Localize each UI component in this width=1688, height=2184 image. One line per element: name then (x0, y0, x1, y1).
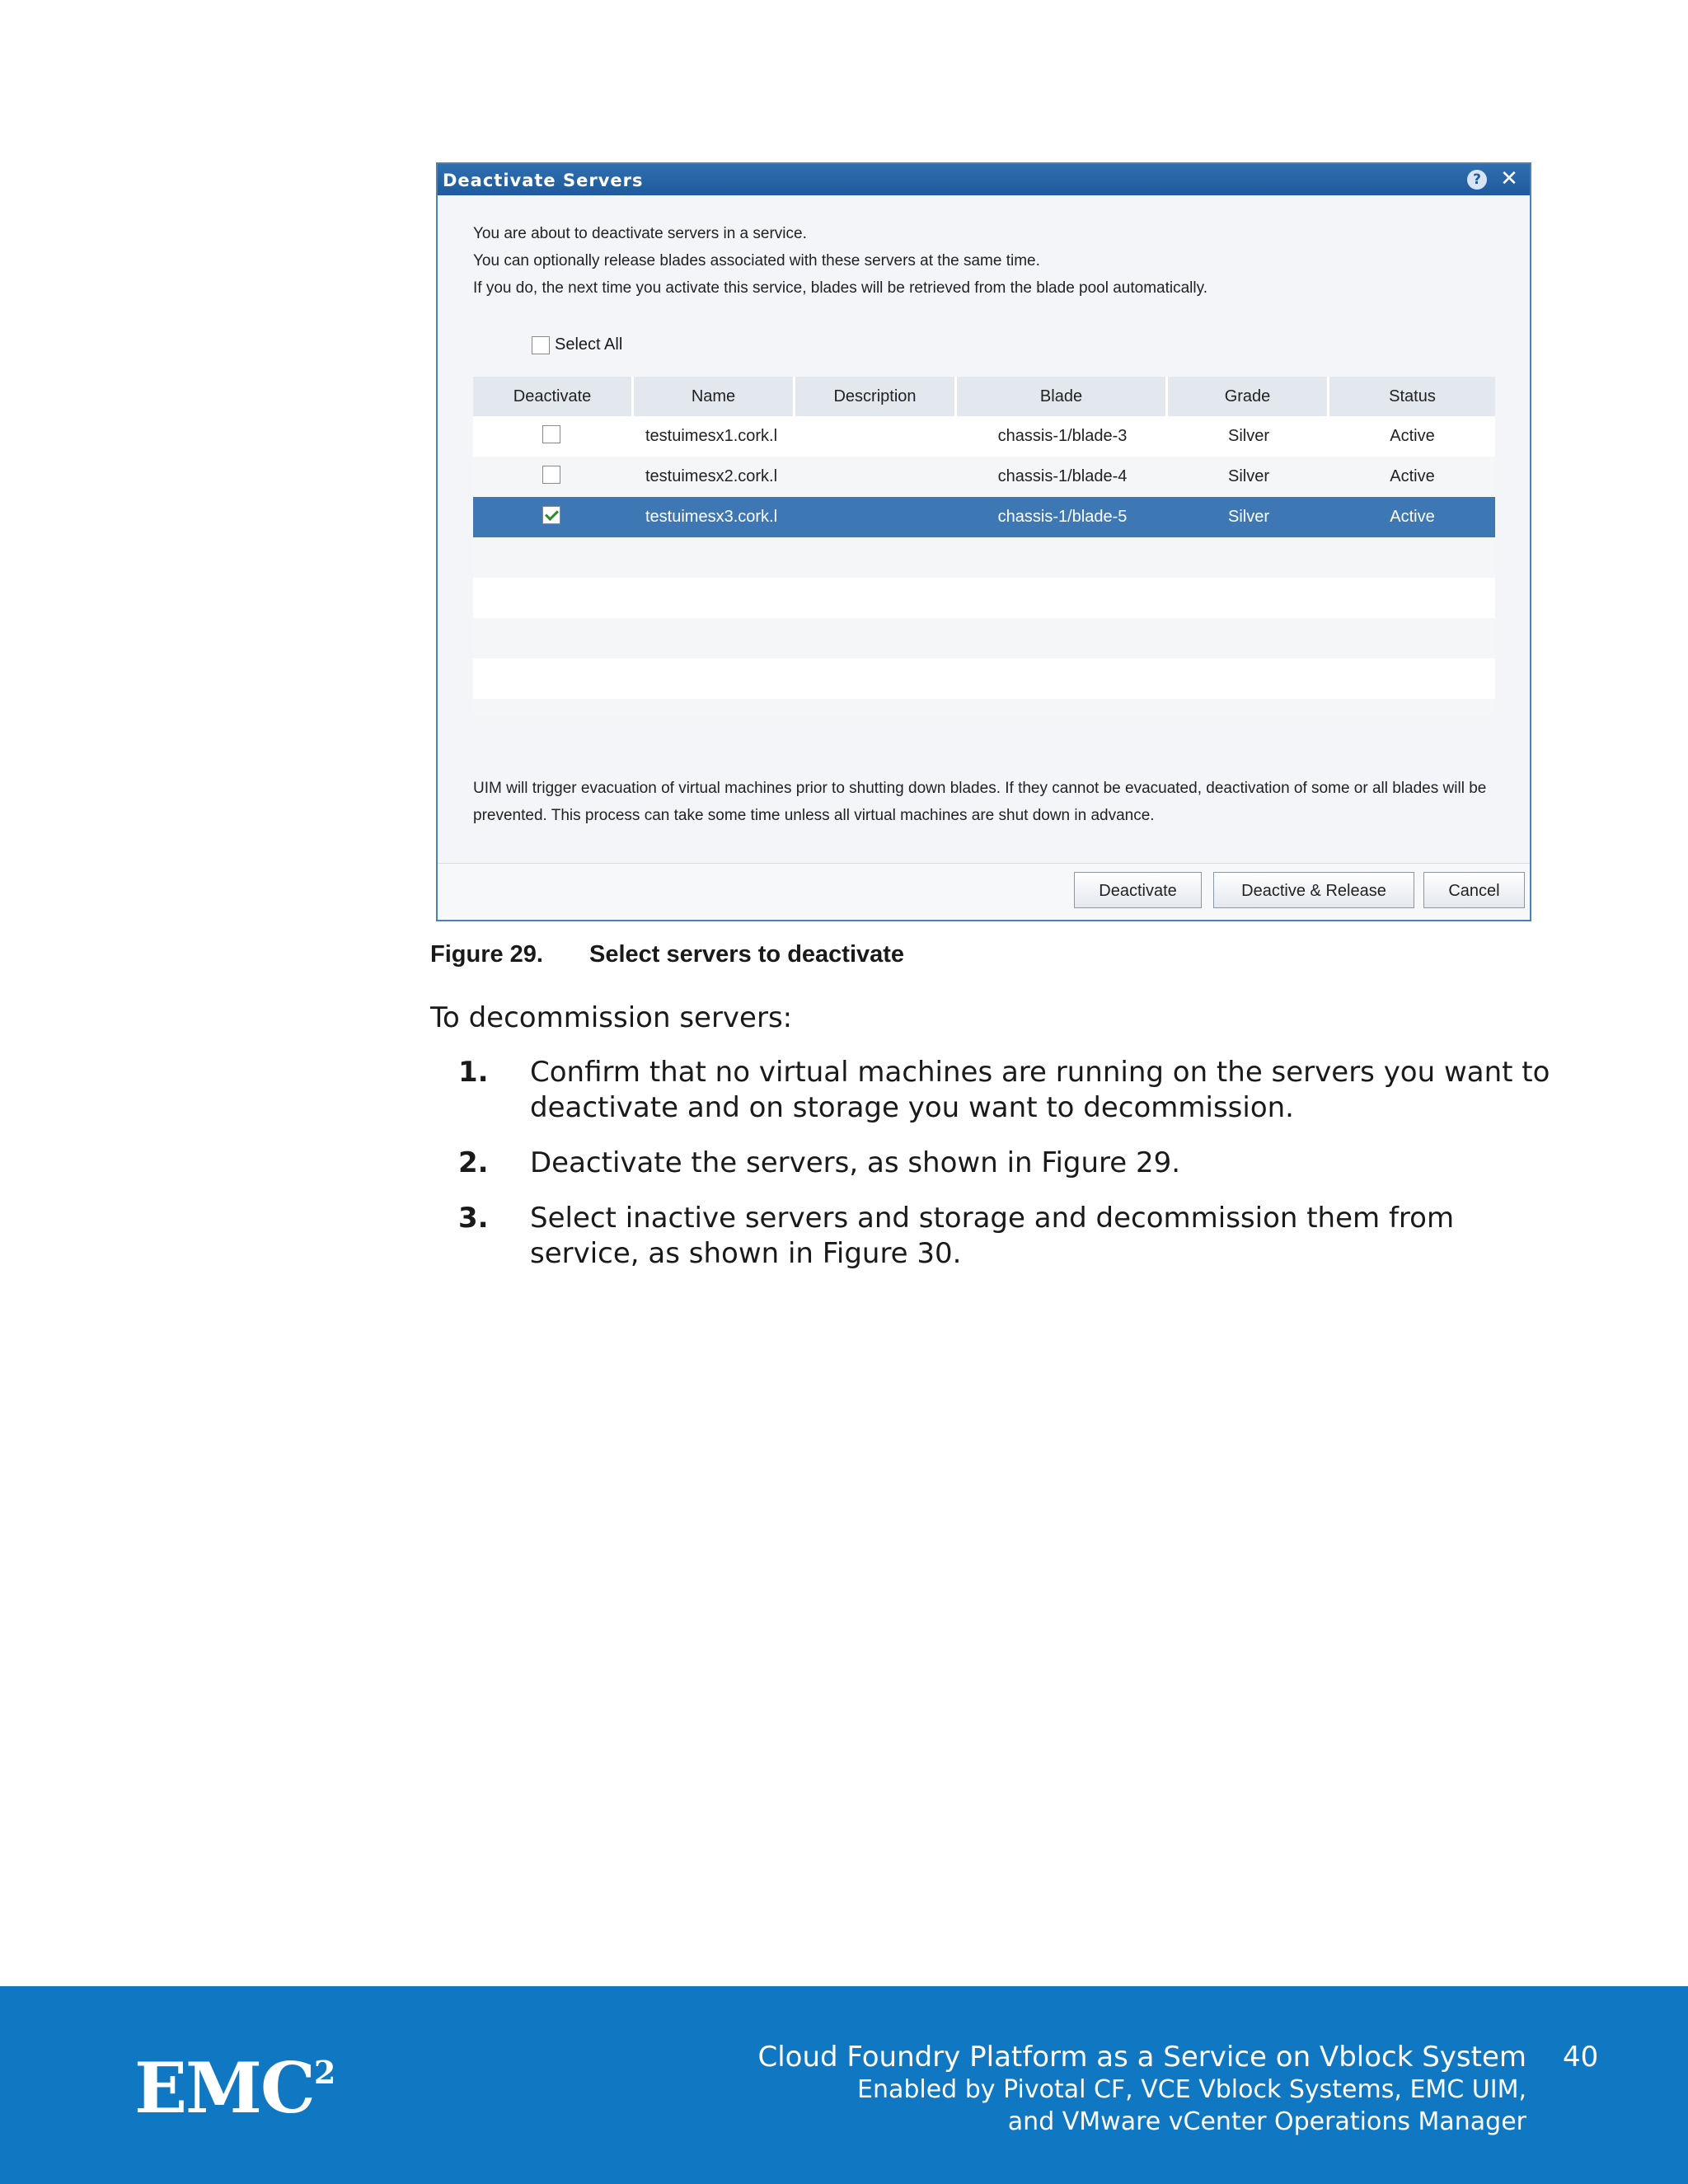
step-text: Confirm that no virtual machines are running on the servers you want to deactivate and on storage you want to decommission. (530, 1056, 1550, 1124)
servers-table (473, 377, 1495, 717)
emc-logo: EMC$^2$ (134, 2047, 335, 2129)
figure-caption (430, 941, 904, 968)
evacuation-note: UIM will trigger evacuation of virtual machines prior to shutting down blades. If they cannot be evacuated, deactivation of some or all blades will be prevented. This process can take some time unless all virtual machines are shut down in advance. (473, 780, 1487, 824)
server-name: testuimesx2.cork.l (645, 467, 778, 485)
server-blade: chassis-1/blade-4 (997, 467, 1128, 485)
empty-row (473, 618, 1495, 658)
footer-subtitle-2: and VMware vCenter Operations Manager (1007, 2107, 1526, 2136)
column-header-name[interactable]: Name (634, 377, 795, 416)
cancel-button[interactable]: Cancel (1423, 872, 1525, 908)
server-grade: Silver (1227, 467, 1269, 485)
column-header-status[interactable]: Status (1389, 387, 1436, 405)
intro-line: You are about to deactivate servers in a service. (473, 225, 807, 242)
deactivate-checkbox-checked[interactable] (542, 506, 560, 524)
list-item (430, 1201, 1568, 1272)
select-all-checkbox[interactable] (532, 335, 622, 354)
step-number: 1. (458, 1056, 489, 1089)
footer-title: Cloud Foundry Platform as a Service on Vblock System (757, 2041, 1526, 2074)
page-number: 40 (1563, 2041, 1599, 2074)
step-number: 3. (458, 1202, 489, 1235)
column-header-grade[interactable]: Grade (1168, 377, 1329, 416)
table-row[interactable] (473, 416, 1495, 457)
intro-line: If you do, the next time you activate this service, blades will be retrieved from the blade pool automatically. (473, 279, 1207, 297)
page-footer (0, 1986, 1688, 2184)
server-name: testuimesx1.cork.l (645, 427, 778, 445)
server-blade: chassis-1/blade-3 (997, 427, 1128, 445)
table-row-selected[interactable] (473, 497, 1495, 537)
figure-label: Figure 29. (430, 941, 543, 968)
server-blade: chassis-1/blade-5 (997, 508, 1128, 526)
table-header (473, 377, 1495, 416)
list-item (430, 1055, 1568, 1126)
empty-row (473, 658, 1495, 699)
select-all-label: Select All (555, 335, 623, 354)
server-grade: Silver (1227, 508, 1269, 526)
deactive-release-button[interactable]: Deactive & Release (1213, 872, 1414, 908)
footer-subtitle-1: Enabled by Pivotal CF, VCE Vblock Systems, EMC UIM, (856, 2075, 1526, 2104)
steps-list (430, 1055, 1568, 1291)
empty-row (473, 578, 1495, 618)
intro-line: You can optionally release blades associated with these servers at the same time. (473, 252, 1040, 269)
server-name: testuimesx3.cork.l (645, 508, 778, 526)
help-icon[interactable]: ? (1467, 170, 1487, 190)
empty-row (473, 537, 1495, 578)
step-text: Deactivate the servers, as shown in Figure 29. (530, 1146, 1181, 1179)
server-status: Active (1390, 508, 1435, 526)
dialog-intro (473, 220, 1207, 302)
column-header-blade[interactable]: Blade (957, 377, 1168, 416)
server-status: Active (1390, 427, 1435, 445)
deactivate-servers-dialog (436, 162, 1531, 921)
figure-title: Select servers to deactivate (589, 941, 905, 968)
table-row[interactable] (473, 457, 1495, 497)
step-text: Select inactive servers and storage and decommission them from service, as shown in Figure 30. (530, 1202, 1455, 1270)
intro-paragraph: To decommission servers: (430, 1001, 793, 1034)
dialog-button-bar (438, 863, 1530, 920)
deactivate-button[interactable]: Deactivate (1074, 872, 1202, 908)
empty-row (473, 699, 1495, 717)
dialog-titlebar (438, 164, 1530, 195)
deactivate-checkbox[interactable] (542, 466, 560, 484)
column-header-description[interactable]: Description (795, 377, 957, 416)
dialog-title: Deactivate Servers (443, 171, 644, 190)
server-status: Active (1390, 467, 1435, 485)
close-icon[interactable]: ✕ (1500, 166, 1518, 191)
server-grade: Silver (1227, 427, 1269, 445)
deactivate-checkbox[interactable] (542, 425, 560, 443)
step-number: 2. (458, 1146, 489, 1179)
column-header-deactivate[interactable]: Deactivate (473, 377, 634, 416)
list-item (430, 1146, 1568, 1181)
checkbox-icon[interactable] (532, 336, 550, 354)
